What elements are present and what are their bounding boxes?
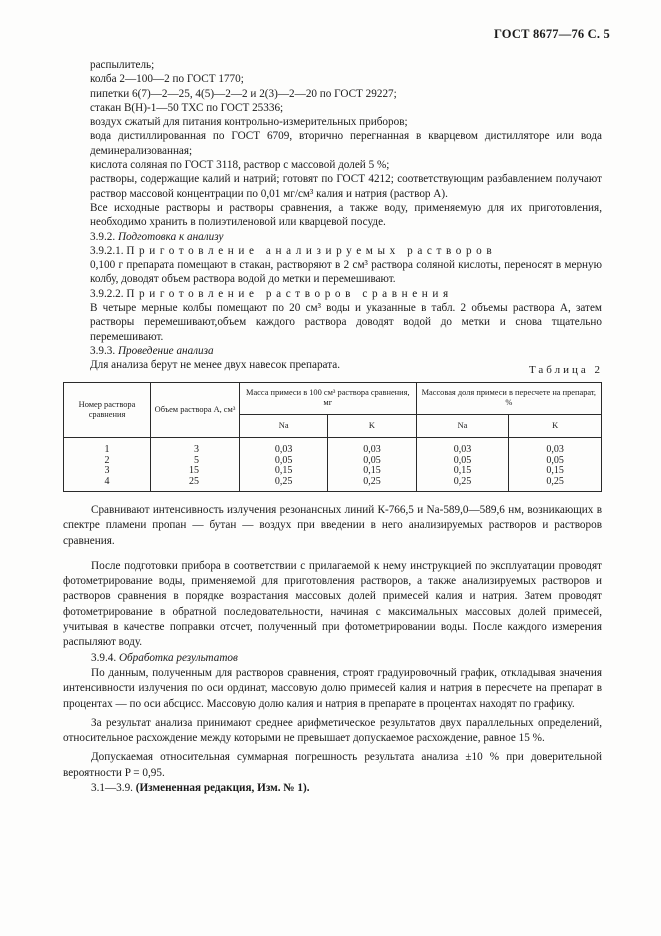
section-title: Подготовка к анализу: [117, 230, 224, 243]
paragraph-solutions: растворы, содержащие калий и натрий; готовят по ГОСТ 4212; соответствующим разбавлением получают раствор массовой концентрации по 0,01 мг/см³ калия и натрия (раствор А).: [90, 173, 602, 200]
list-item: колба 2—100—2 по ГОСТ 1770;: [90, 73, 244, 86]
table-cell: 0,03: [328, 438, 416, 456]
page-header: ГОСТ 8677—76 С. 5: [493, 27, 610, 41]
section-heading-3-9-3: [90, 344, 602, 358]
table-header-na: Na: [416, 414, 509, 437]
table-cell: 2: [64, 456, 151, 467]
table-cell: 0,03: [240, 438, 328, 456]
table-header-fraction: Массовая доля примеси в пересчете на препарат, %: [416, 383, 601, 415]
table-cell: 25: [151, 477, 240, 492]
table-row: [64, 477, 602, 492]
amendment-number: 3.1—3.9.: [91, 782, 133, 795]
section-number: 3.9.3.: [90, 344, 116, 357]
table-cell: 0,25: [509, 477, 602, 492]
table-header-na: Na: [240, 414, 328, 437]
section-number: 3.9.4.: [91, 651, 117, 664]
paragraph-3-9-3: Для анализа берут не менее двух навесок препарата.: [90, 359, 341, 372]
table-header-k: K: [328, 414, 416, 437]
table-cell: 3: [64, 466, 151, 477]
table-cell: 4: [64, 477, 151, 492]
table-cell: 0,15: [509, 466, 602, 477]
reference-solutions-table: [63, 382, 602, 492]
section-number: 3.9.2.1.: [90, 244, 124, 257]
table-row: [64, 438, 602, 456]
table-cell: 0,05: [509, 456, 602, 467]
paragraph-storage: Все исходные растворы и растворы сравнения, а также воду, применяемую для их приготовления, необходимо хранить в полиэтиленовой или кварцевой посуде.: [90, 201, 602, 229]
section-heading-3-9-2-2: [90, 287, 602, 301]
section-number: 3.9.2.: [90, 230, 116, 243]
amendment-text: (Измененная редакция, Изм. № 1).: [135, 782, 310, 795]
table-header-mass: Масса примеси в 100 см³ раствора сравнения, мг: [240, 383, 417, 415]
table-cell: 0,15: [416, 466, 509, 477]
table-cell: 0,05: [240, 456, 328, 467]
paragraph-result: За результат анализа принимают среднее арифметическое результатов двух параллельных определений, относительное расхождение между которыми не превышает допускаемое расхождение, равное 15 %.: [63, 716, 602, 745]
paragraph-preparation: После подготовки прибора в соответствии с прилагаемой к нему инструкцией по эксплуатации проводят фотометрирование воды, применяемой для приготовления растворов, а также анализируемых растворов и растворов сравнения в порядке возрастания массовых долей примесей калия и натрия. Затем проводят фотометрирование в обратной последовательности, начиная с максимальных массовых долей примесей, учитывая в качестве поправки отсчет, полученный при фотометрировании воды. После каждого измерения распыляют воду.: [63, 559, 602, 649]
list-item: распылитель;: [90, 59, 155, 71]
amendment-note: [63, 781, 602, 796]
paragraph-error: Допускаемая относительная суммарная погрешность результата анализа ±10 % при доверительной вероятности P = 0,95.: [63, 751, 602, 779]
table-cell: 15: [151, 466, 240, 477]
paragraph-water: вода дистиллированная по ГОСТ 6709, вторично перегнанная в кварцевом дистилляторе или вода деминерализованная;: [90, 130, 602, 157]
section-heading-3-9-2-1: [90, 244, 602, 258]
table-cell: 0,05: [416, 456, 509, 467]
table-header-number: Номер раствора сравнения: [64, 383, 151, 438]
section-title: Приготовление анализируемых растворов: [126, 244, 497, 257]
body-text-lower: [63, 503, 602, 796]
section-title: Обработка результатов: [118, 651, 238, 664]
table-cell: 1: [64, 438, 151, 456]
table-cell: 5: [151, 456, 240, 467]
table-cell: 0,25: [328, 477, 416, 492]
table-cell: 0,25: [416, 477, 509, 492]
section-heading-3-9-2: [90, 230, 602, 244]
section-title: Приготовление растворов сравнения: [126, 287, 453, 300]
table-caption: Таблица 2: [528, 364, 603, 376]
section-title: Проведение анализа: [117, 344, 214, 357]
paragraph-compare: Сравнивают интенсивность излучения резонансных линий К-766,5 и Na-589,0—589,6 нм, возникающих в спектре пламени пропан — бутан — воздух при введении в него анализируемых растворов и растворов сравнения.: [63, 504, 602, 547]
table-cell: 0,03: [509, 438, 602, 456]
table-row: [64, 456, 602, 467]
paragraph-3-9-4: По данным, полученным для растворов сравнения, строят градуировочный график, откладывая значения интенсивности излучения по оси ординат, массовую долю примесей калия и натрия в пересчете на препарат в процентах — по оси абсцисс. Массовую долю калия и натрия в препарате в процентах находят по графику.: [63, 666, 602, 710]
paragraph-3-9-2-1: 0,100 г препарата помещают в стакан, растворяют в 2 см³ раствора соляной кислоты, переносят в мерную колбу, доводят объем раствора водой до метки и перемешивают.: [90, 259, 602, 286]
paragraph-acid: кислота соляная по ГОСТ 3118, раствор с массовой долей 5 %;: [90, 159, 390, 172]
table-cell: 0,25: [240, 477, 328, 492]
list-item: стакан В(Н)-1—50 ТХС по ГОСТ 25336;: [90, 101, 284, 114]
table-header-volume: Объем раствора А, см³: [151, 383, 240, 438]
section-heading-3-9-4: [63, 651, 602, 666]
table-header-k: K: [509, 414, 602, 437]
table-cell: 3: [151, 438, 240, 456]
table-cell: 0,05: [328, 456, 416, 467]
table-cell: 0,15: [328, 466, 416, 477]
table-row: [64, 466, 602, 477]
body-text: [90, 58, 602, 373]
paragraph-3-9-2-2: В четыре мерные колбы помещают по 20 см³ воды и указанные в табл. 2 объемы раствора А, затем растворы перемешивают,объем каждого раствора доводят водой до метки и снова тщательно перемешивают.: [90, 302, 602, 343]
table-cell: 0,03: [416, 438, 509, 456]
list-item: воздух сжатый для питания контрольно-измерительных приборов;: [90, 116, 408, 129]
section-number: 3.9.2.2.: [90, 287, 124, 300]
list-item: пипетки 6(7)—2—25, 4(5)—2—2 и 2(3)—2—20 по ГОСТ 29227;: [90, 87, 397, 100]
table-cell: 0,15: [240, 466, 328, 477]
